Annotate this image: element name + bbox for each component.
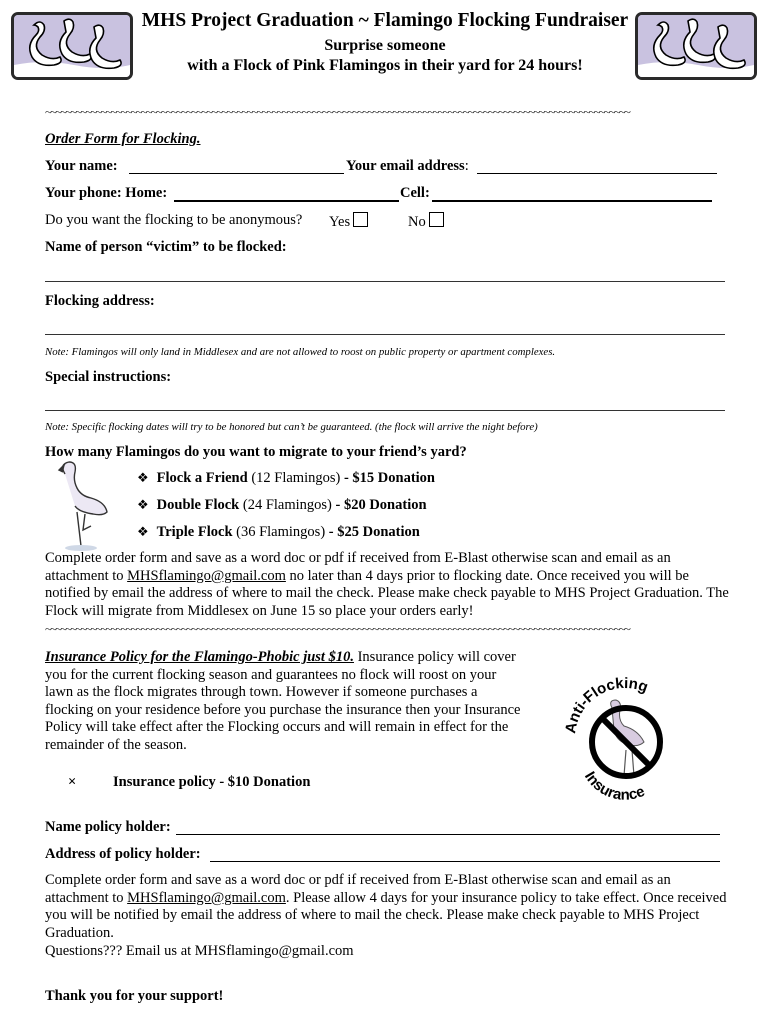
- policy-address-label: Address of policy holder:: [45, 846, 201, 862]
- no-checkbox[interactable]: [429, 212, 444, 227]
- email-link[interactable]: MHSflamingo@gmail.com: [127, 567, 286, 584]
- cell-label: Cell:: [400, 185, 430, 201]
- insurance-instructions: Complete order form and save as a word doc or pdf if received from E-Blast otherwise scan and email as an attachment to MHSflamingo@gmail.com. Please allow 4 days for your insurance policy to take effect. Once received you will be notified by email the address of where to mail the check. Please make check payable to MHS Project Graduation.: [45, 872, 727, 941]
- no-label: No: [408, 214, 426, 230]
- your-email-field[interactable]: [477, 173, 717, 174]
- insurance-description: Insurance Policy for the Flamingo-Phobic just $10. Insurance policy will cover you for the current flocking season and guarantees no flock will roost on your lawn as the flock migrates through town. However if someone purchases a flocking on your residence before you purchase the insurance then your Insurance Policy will take effect after the Flocking occurs and will remain in effect for the remainder of the season.: [45, 649, 521, 753]
- cell-field[interactable]: [432, 200, 712, 202]
- policy-address-field[interactable]: [210, 861, 720, 862]
- insurance-option[interactable]: × Insurance policy - $10 Donation: [68, 774, 311, 790]
- anti-flocking-badge: [560, 660, 690, 810]
- anonymous-question: Do you want the flocking to be anonymous?: [45, 212, 303, 228]
- yes-label: Yes: [329, 214, 351, 230]
- option-double-flock[interactable]: ❖ Double Flock (24 Flamingos) - $20 Donation: [137, 497, 427, 513]
- order-instructions: Complete order form and save as a word doc or pdf if received from E-Blast otherwise scan and email as an attachment to MHSflamingo@gmail.com no later than 4 days prior to flocking date. Once received you will be notified by email the address of where to mail the check. Please make check payable to MHS Project Graduation. The Flock will migrate from Middlesex on June 15 so place your orders early!: [45, 550, 729, 619]
- how-many-question: How many Flamingos do you want to migrate to your friend’s yard?: [45, 444, 467, 460]
- diamond-bullet-icon: ❖: [137, 497, 149, 512]
- special-instructions-label: Special instructions:: [45, 369, 172, 385]
- x-mark-icon: ×: [68, 774, 77, 790]
- policy-holder-field[interactable]: [176, 834, 720, 835]
- yes-checkbox[interactable]: [353, 212, 368, 227]
- wave-divider: ~~~~~~~~~~~~~~~~~~~~~~~~~~~~~~~~~~~~~~~~~~~~~~~~~~~~~~~~~~~~~~~~~~~~~~~~~~~~~~~~~~~~~~~~~~~~~~~~~~~~~~~~~~~~~~~~~~~~: [45, 108, 629, 118]
- option-triple-flock[interactable]: ❖ Triple Flock (36 Flamingos) - $25 Donation: [137, 524, 420, 540]
- your-email-label: Your email address: [346, 158, 465, 174]
- policy-holder-label: Name policy holder:: [45, 819, 171, 835]
- thank-you: Thank you for your support!: [45, 988, 224, 1004]
- your-name-field[interactable]: [129, 173, 344, 174]
- diamond-bullet-icon: ❖: [137, 470, 149, 485]
- insurance-heading: Insurance Policy for the Flamingo-Phobic just $10.: [45, 649, 354, 665]
- victim-field[interactable]: [45, 281, 725, 282]
- diamond-bullet-icon: ❖: [137, 524, 149, 539]
- badge-bottom-text: Insurance: [580, 768, 648, 804]
- questions-line: Questions??? Email us at MHSflamingo@gmail.com: [45, 943, 354, 959]
- email-link[interactable]: MHSflamingo@gmail.com: [127, 889, 286, 906]
- your-name-label: Your name:: [45, 158, 118, 174]
- note-middlesex: Note: Flamingos will only land in Middlesex and are not allowed to roost on public property or apartment complexes.: [45, 346, 556, 358]
- page-subtitle-2: with a Flock of Pink Flamingos in their yard for 24 hours!: [187, 57, 583, 74]
- phone-home-field[interactable]: [174, 200, 399, 202]
- flamingo-icon: [55, 460, 113, 552]
- flocking-address-label: Flocking address:: [45, 293, 155, 309]
- page-title: MHS Project Graduation ~ Flamingo Flocking Fundraiser: [141, 10, 629, 31]
- badge-top-text: Anti-Flocking: [562, 674, 651, 735]
- option-flock-a-friend[interactable]: ❖ Flock a Friend (12 Flamingos) - $15 Donation: [137, 470, 435, 486]
- note-dates: Note: Specific flocking dates will try to be honored but can’t be guaranteed. (the flock will arrive the night before): [45, 421, 538, 433]
- order-form-heading: Order Form for Flocking.: [45, 131, 201, 147]
- phone-home-label: Your phone: Home:: [45, 185, 168, 201]
- flocking-address-field[interactable]: [45, 334, 725, 335]
- wave-divider-2: ~~~~~~~~~~~~~~~~~~~~~~~~~~~~~~~~~~~~~~~~~~~~~~~~~~~~~~~~~~~~~~~~~~~~~~~~~~~~~~~~~~~~~~~~~~~~~~~~~~~~~~~~~~~~~~~~~~~~: [45, 625, 629, 635]
- victim-label: Name of person “victim” to be flocked:: [45, 239, 287, 255]
- special-instructions-field[interactable]: [45, 410, 725, 411]
- page-subtitle: Surprise someone: [324, 37, 446, 54]
